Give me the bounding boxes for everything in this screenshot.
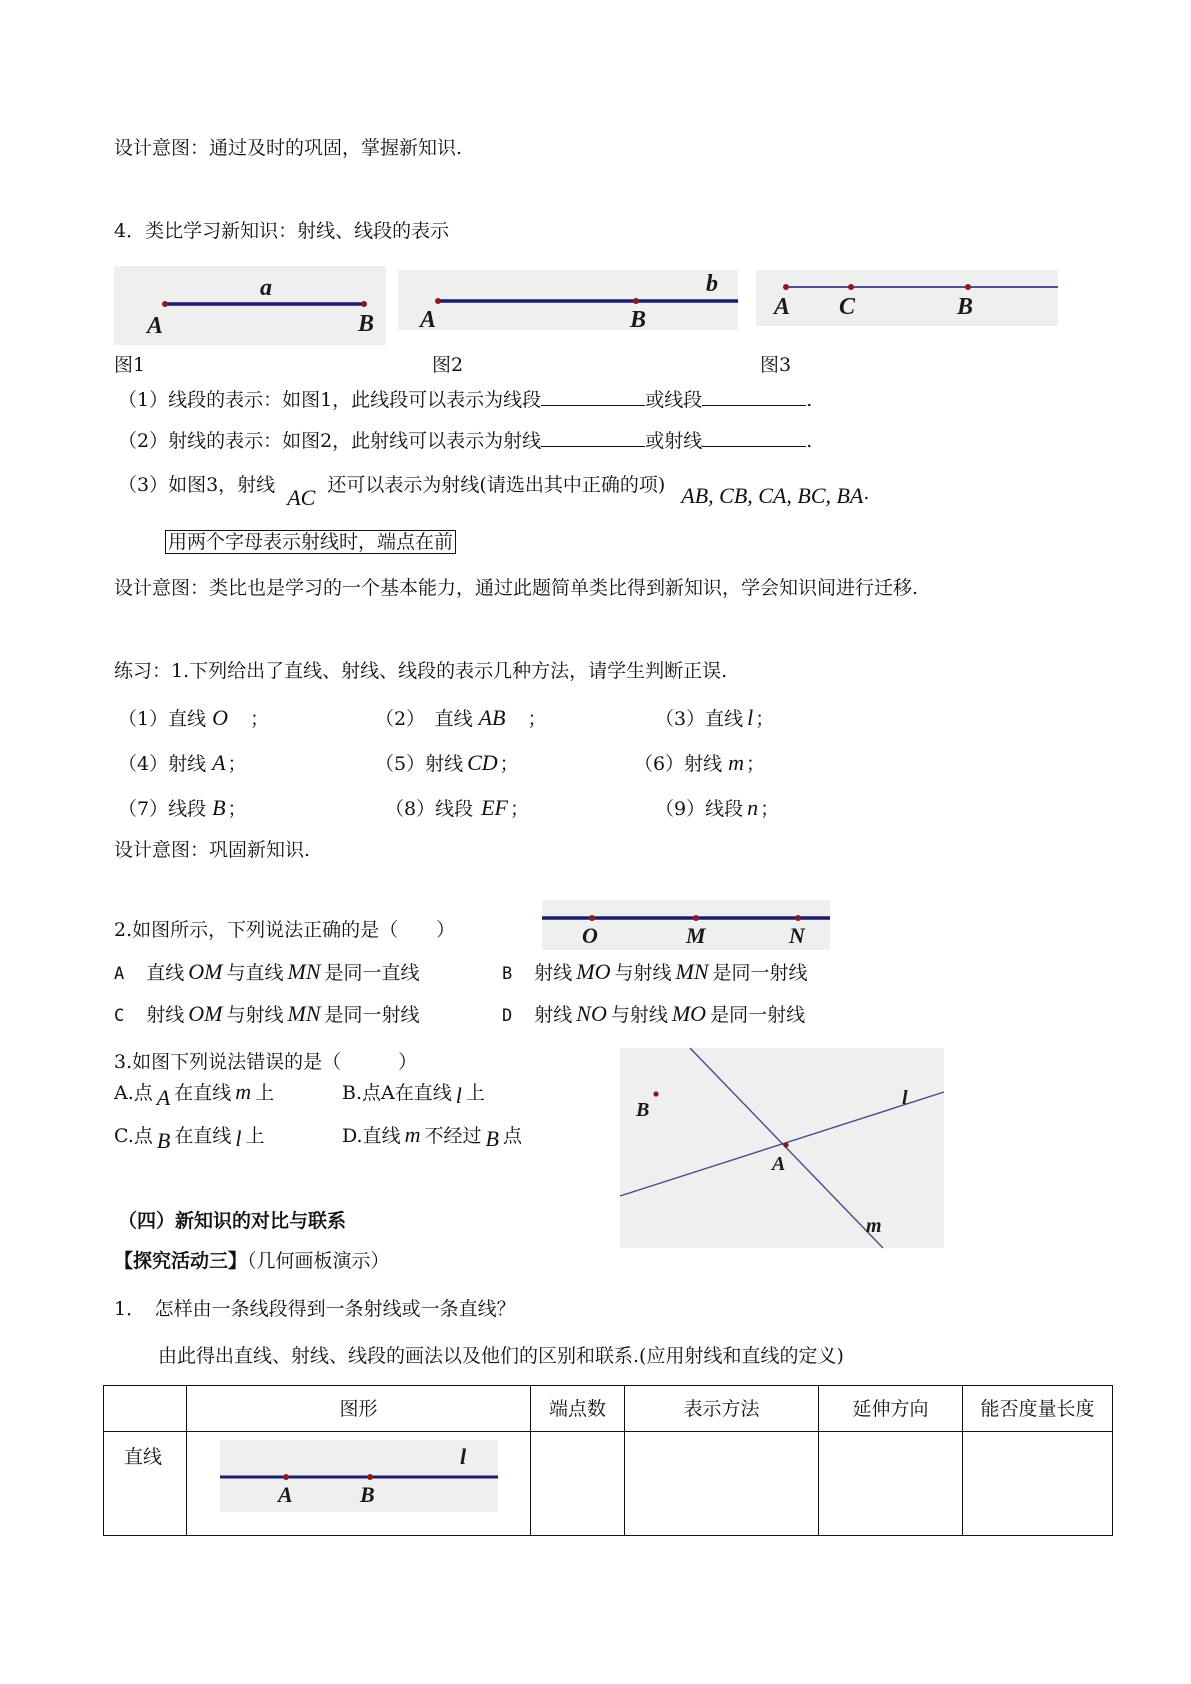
cell-measurable[interactable] bbox=[963, 1432, 1113, 1536]
header-figure: 图形 bbox=[187, 1386, 531, 1432]
figure-omn-line bbox=[542, 900, 830, 950]
point-b bbox=[965, 284, 971, 290]
practice-item-3: （3）直线 l ； bbox=[655, 705, 775, 730]
figure-2-ray bbox=[398, 270, 738, 333]
point-o bbox=[589, 915, 595, 921]
practice-item-9: （9）线段 n ； bbox=[655, 795, 780, 820]
label-a: A bbox=[772, 1153, 786, 1175]
practice-item-1: （1）直线 O ； bbox=[118, 705, 269, 730]
var-ac: AC bbox=[287, 485, 316, 510]
practice-title: 练习：1.下列给出了直线、射线、线段的表示几种方法，请学生判断正误. bbox=[114, 660, 728, 682]
mc2-option-d[interactable]: D 射线 NO 与射线 MO 是同一射线 bbox=[502, 1001, 806, 1026]
item4-title: 4．类比学习新知识：射线、线段的表示 bbox=[114, 220, 450, 242]
label-m: M bbox=[686, 923, 706, 948]
answer-blank-3[interactable] bbox=[541, 430, 645, 447]
practice-item-6: （6）射线 m ； bbox=[634, 750, 765, 775]
design-intent-2: 设计意图：类比也是学习的一个基本能力，通过此题简单类比得到新知识，学会知识间进行迁移. bbox=[114, 577, 919, 599]
row-label-line: 直线 bbox=[104, 1432, 187, 1536]
mc3-option-b[interactable]: B.点A在直线 l 上 bbox=[342, 1082, 485, 1108]
label-c: C bbox=[839, 294, 856, 320]
point-a bbox=[435, 298, 441, 304]
label-a: A bbox=[147, 313, 164, 339]
point-c bbox=[848, 284, 854, 290]
label-l: l bbox=[460, 1444, 467, 1469]
label-b: B bbox=[630, 307, 647, 333]
cell-figure-line bbox=[187, 1432, 531, 1536]
label-a: A bbox=[774, 294, 791, 320]
comparison-table bbox=[103, 1385, 1113, 1536]
design-intent-3: 设计意图：巩固新知识. bbox=[114, 839, 311, 861]
table-header-row bbox=[104, 1386, 1113, 1432]
point-b bbox=[361, 301, 367, 307]
practice-item-8: （8）线段 EF ； bbox=[385, 795, 529, 820]
mc2-option-c[interactable]: C 射线 OM 与射线 MN 是同一射线 bbox=[114, 1001, 420, 1026]
mc3-option-c[interactable]: C.点 B 在直线 l 上 bbox=[114, 1125, 265, 1153]
design-intent-1: 设计意图：通过及时的巩固，掌握新知识. bbox=[114, 137, 463, 159]
label-b-lower: b bbox=[706, 271, 718, 297]
figure-line-ab bbox=[220, 1440, 498, 1512]
activity-3-heading: 【探究活动三】（几何画板演示） bbox=[114, 1250, 390, 1272]
label-b: B bbox=[957, 294, 974, 320]
answer-blank-2[interactable] bbox=[702, 389, 806, 406]
header-extension: 延伸方向 bbox=[819, 1386, 963, 1432]
question-segment-notation: （1）线段的表示：如图1，此线段可以表示为线段 或线段 . bbox=[118, 389, 813, 411]
point-a bbox=[162, 301, 168, 307]
answer-blank-4[interactable] bbox=[702, 430, 806, 447]
label-l: l bbox=[902, 1087, 908, 1109]
label-b: B bbox=[360, 1482, 375, 1507]
label-b: B bbox=[636, 1099, 650, 1121]
header-endpoints: 端点数 bbox=[531, 1386, 625, 1432]
practice-item-7: （7）线段 B ； bbox=[118, 795, 247, 820]
cell-notation[interactable] bbox=[625, 1432, 819, 1536]
point-b bbox=[367, 1474, 373, 1480]
figure-3-ray bbox=[756, 270, 1058, 326]
point-a bbox=[783, 1142, 788, 1147]
label-a: A bbox=[278, 1482, 293, 1507]
mc3-option-d[interactable]: D.直线 m 不经过 B 点 bbox=[342, 1122, 522, 1151]
header-notation: 表示方法 bbox=[625, 1386, 819, 1432]
figure-lines-l-m bbox=[620, 1048, 944, 1248]
mc2-question: 2.如图所示，下列说法正确的是（ ） bbox=[114, 919, 456, 941]
point-b bbox=[633, 298, 639, 304]
line-m bbox=[690, 1048, 883, 1248]
table-row bbox=[104, 1432, 1113, 1536]
question-ray-ac: （3）如图3，射线 AC 还可以表示为射线(请选出其中正确的项) AB, CB, CA, BC, BA. bbox=[118, 474, 870, 510]
point-a bbox=[783, 284, 789, 290]
mc2-option-a[interactable]: A 直线 OM 与直线 MN 是同一直线 bbox=[114, 959, 420, 984]
label-a: A bbox=[420, 307, 437, 333]
figure-1-segment bbox=[114, 266, 386, 345]
question-ray-notation: （2）射线的表示：如图2，此射线可以表示为射线 或射线 . bbox=[118, 430, 813, 452]
cell-extension[interactable] bbox=[819, 1432, 963, 1536]
point-a bbox=[283, 1474, 289, 1480]
label-a-lower: a bbox=[260, 275, 272, 301]
point-m bbox=[693, 915, 699, 921]
mc3-option-a[interactable]: A.点 A 在直线 m 上 bbox=[114, 1079, 275, 1110]
label-m: m bbox=[866, 1215, 882, 1237]
boxed-note: 用两个字母表示射线时，端点在前 bbox=[165, 533, 456, 552]
question-make-line: 1． 怎样由一条线段得到一条射线或一条直线？ bbox=[114, 1298, 516, 1320]
section-4-heading: （四）新知识的对比与联系 bbox=[118, 1210, 347, 1232]
practice-item-2: （2） 直线 AB ； bbox=[375, 705, 547, 730]
caption-fig2: 图2 bbox=[432, 354, 464, 376]
header-empty bbox=[104, 1386, 187, 1432]
label-o: O bbox=[582, 923, 598, 948]
mc3-question: 3.如图下列说法错误的是（ ） bbox=[114, 1051, 418, 1073]
mc2-option-b[interactable]: B 射线 MO 与射线 MN 是同一射线 bbox=[502, 959, 808, 984]
practice-item-5: （5）射线 CD ； bbox=[375, 750, 519, 775]
label-b: B bbox=[358, 311, 375, 337]
label-n: N bbox=[789, 923, 805, 948]
caption-fig3: 图3 bbox=[760, 354, 792, 376]
practice-item-4: （4）射线 A ； bbox=[118, 750, 247, 775]
header-measurable: 能否度量长度 bbox=[963, 1386, 1113, 1432]
question-make-note: 由此得出直线、射线、线段的画法以及他们的区别和联系.(应用射线和直线的定义) bbox=[158, 1345, 844, 1367]
point-b bbox=[653, 1091, 658, 1096]
cell-endpoints[interactable] bbox=[531, 1432, 625, 1536]
point-n bbox=[795, 915, 801, 921]
answer-blank-1[interactable] bbox=[541, 389, 645, 406]
options-list: AB, CB, CA, BC, BA bbox=[681, 483, 864, 508]
caption-fig1: 图1 bbox=[114, 354, 146, 376]
